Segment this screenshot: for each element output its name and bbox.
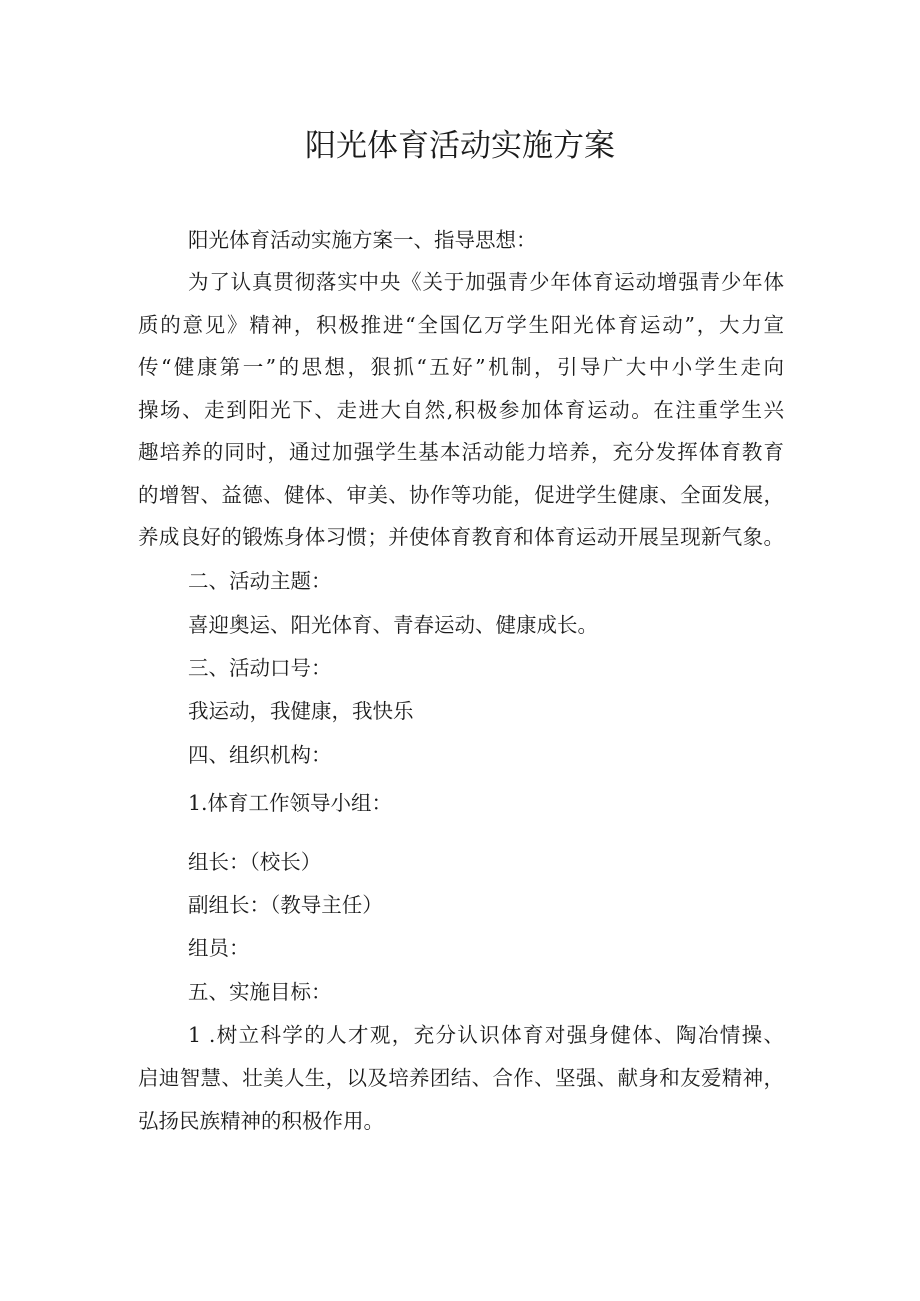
paragraph-line: 传“健康第一”的思想，狠抓“五好”机制，引导广大中小学生走向 [138, 355, 784, 379]
paragraph-line: 为了认真贯彻落实中央《关于加强青少年体育运动增强青少年体 [188, 270, 784, 294]
paragraph-line: 趣培养的同时，通过加强学生基本活动能力培养，充分发挥体育教育 [138, 440, 784, 464]
paragraph-line: 启迪智慧、壮美人生，以及培养团结、合作、坚强、献身和友爱精神， [138, 1066, 784, 1090]
section-heading: 二、活动主题： [188, 569, 332, 593]
paragraph-line: 养成良好的锻炼身体习惯；并使体育教育和体育运动开展呈现新气象。 [138, 525, 784, 549]
paragraph-line: 组员： [188, 936, 250, 960]
section-heading: 四、组织机构： [188, 743, 332, 767]
list-item: 1 .树立科学的人才观，充分认识体育对强身健体、陶冶情操、 [188, 1023, 784, 1047]
paragraph-line: 我运动，我健康，我快乐 [188, 699, 414, 723]
paragraph-line: 质的意见》精神，积极推进“全国亿万学生阳光体育运动”，大力宣 [138, 313, 784, 337]
section-heading: 三、活动口号： [188, 656, 332, 680]
paragraph-line: 喜迎奥运、阳光体育、青春运动、健康成长。 [188, 613, 598, 637]
paragraph-line: 弘扬民族精神的积极作用。 [138, 1109, 384, 1133]
list-item: 1.体育工作领导小组： [188, 791, 393, 815]
paragraph-line: 阳光体育活动实施方案一、指导思想： [188, 228, 537, 252]
paragraph-line: 操场、走到阳光下、走进大自然,积极参加体育运动。在注重学生兴 [138, 398, 784, 422]
paragraph-line: 的增智、益德、健体、审美、协作等功能，促进学生健康、全面发展， [138, 483, 784, 507]
paragraph-line: 副组长：（教导主任） [188, 893, 383, 917]
paragraph-line: 组长：（校长） [188, 850, 322, 874]
document-title: 阳光体育活动实施方案 [305, 128, 615, 164]
section-heading: 五、实施目标： [188, 980, 332, 1004]
